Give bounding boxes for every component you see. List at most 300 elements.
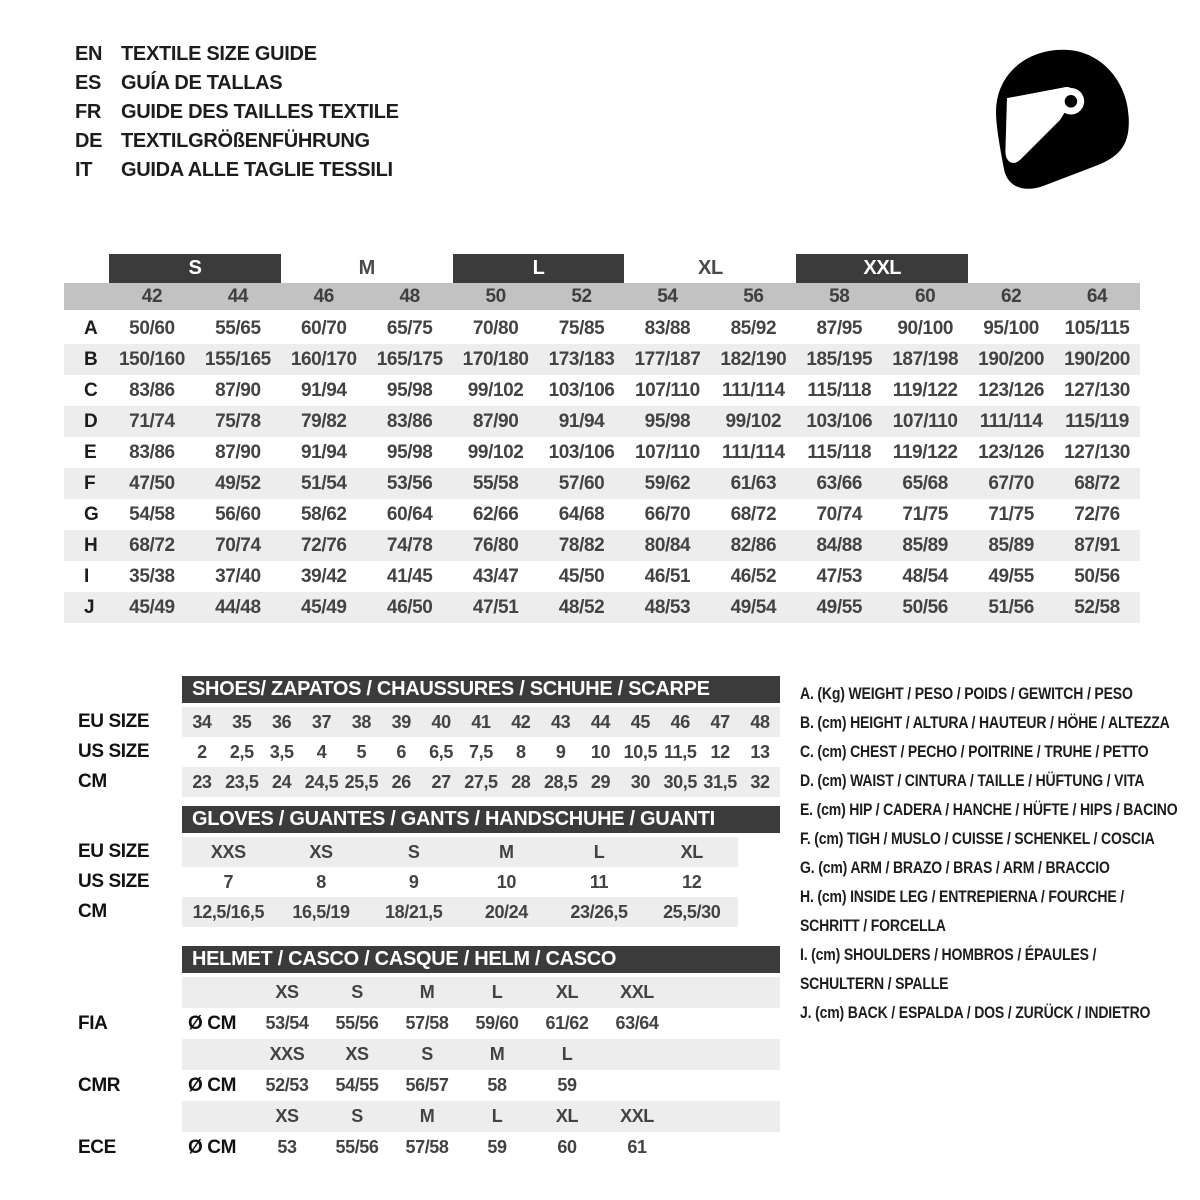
size-cell: 9 <box>555 741 566 762</box>
size-cell: 7,5 <box>469 741 493 762</box>
size-cell: 12 <box>710 741 730 762</box>
size-cell: 11,5 <box>664 741 697 762</box>
measurement-cell: 74/78 <box>386 534 433 556</box>
measurement-cell: 84/88 <box>816 534 863 556</box>
legend-item <box>800 825 1157 854</box>
measurement-cell: 53/56 <box>386 472 433 494</box>
size-number-cell: 56 <box>743 285 764 307</box>
measurement-cell: 55/65 <box>215 317 261 339</box>
shoes-size-table <box>64 676 780 797</box>
size-cell: 9 <box>408 871 419 892</box>
helmet-size-cell: M <box>489 1044 505 1064</box>
size-cell: 37 <box>311 711 332 732</box>
size-cell: 47 <box>710 711 730 732</box>
size-cell: 10 <box>590 741 611 762</box>
language-code: EN <box>75 43 103 65</box>
size-cell: 25,5/30 <box>663 901 721 922</box>
measurement-cell: 111/114 <box>721 441 785 463</box>
measurement-cell: 90/100 <box>897 317 954 339</box>
measurement-cell: 91/94 <box>301 441 347 463</box>
measurement-cell: 87/90 <box>215 379 261 401</box>
helmet-size-cell: L <box>491 982 503 1002</box>
language-row <box>75 40 399 69</box>
measurement-row <box>64 561 1140 592</box>
measurement-cell: 95/98 <box>386 441 433 463</box>
size-system-label: CM <box>78 771 107 792</box>
measurement-letter: C <box>84 379 98 401</box>
size-cell: 23 <box>192 771 212 792</box>
helmet-size-cell: XXL <box>620 1106 654 1126</box>
size-cell: 6 <box>396 741 407 762</box>
measurement-cell: 68/72 <box>730 503 777 525</box>
measurement-cell: 48/54 <box>902 565 948 587</box>
size-cell: 30 <box>630 771 650 792</box>
helmet-value-cell: 61/62 <box>545 1013 589 1033</box>
size-cell: 10 <box>496 871 516 892</box>
language-row <box>75 156 399 185</box>
measurement-cell: 85/92 <box>730 317 777 339</box>
size-cell: 24,5 <box>304 771 339 792</box>
size-cell: 23,5 <box>225 771 259 792</box>
size-group-m: M <box>358 257 375 279</box>
helmet-value-cell: 63/64 <box>615 1013 659 1033</box>
helmet-size-cell: XS <box>275 1106 299 1126</box>
measurement-cell: 45/49 <box>301 596 347 618</box>
size-cell: 8 <box>515 741 526 762</box>
measurement-cell: 99/102 <box>725 410 782 432</box>
measurement-letter: D <box>84 410 98 432</box>
size-cell: 48 <box>750 711 770 732</box>
measurement-cell: 87/90 <box>215 441 261 463</box>
diameter-cm-label: Ø CM <box>188 1012 237 1034</box>
measurement-row <box>64 375 1140 406</box>
measurement-cell: 91/94 <box>301 379 347 401</box>
measurement-cell: 47/51 <box>472 596 519 618</box>
measurement-cell: 95/100 <box>983 317 1039 339</box>
measurement-cell: 83/86 <box>129 379 175 401</box>
measurement-cell: 43/47 <box>472 565 519 587</box>
helmet-size-row <box>64 1039 780 1070</box>
size-cell: 39 <box>391 711 411 732</box>
measurement-cell: 50/60 <box>129 317 175 339</box>
measurement-cell: 51/56 <box>988 596 1034 618</box>
measurement-cell: 160/170 <box>290 348 357 370</box>
measurement-row <box>64 592 1140 623</box>
measurement-cell: 85/89 <box>902 534 948 556</box>
helmet-sizes-band <box>182 1039 780 1070</box>
measurement-row <box>64 468 1140 499</box>
legend-line: J. (cm) BACK / ESPALDA / DOS / ZURÜCK / INDIETRO <box>800 1004 1151 1022</box>
language-row <box>75 98 399 127</box>
helmet-values-band <box>182 1008 780 1039</box>
helmet-size-cell: L <box>561 1044 573 1064</box>
standard-label-spacer <box>64 977 182 1008</box>
helmet-size-cell: XS <box>275 982 299 1002</box>
measurement-cell: 50/56 <box>902 596 948 618</box>
legend-item <box>800 767 1157 796</box>
measurement-cell: 51/54 <box>301 472 347 494</box>
measurement-cell: 52/58 <box>1074 596 1120 618</box>
racing-helmet-graphic <box>982 40 1138 200</box>
measurement-cell: 71/75 <box>902 503 948 525</box>
helmet-size-cell: M <box>419 982 435 1002</box>
size-cell: 11 <box>589 871 609 892</box>
helmet-value-cell: 57/58 <box>405 1013 449 1033</box>
helmet-size-cell: XXL <box>620 982 654 1002</box>
legend-line: D. (cm) WAIST / CINTURA / TAILLE / HÜFTUNG / VITA <box>800 772 1145 790</box>
legend-item <box>800 680 1157 709</box>
size-cell: 28,5 <box>543 771 578 792</box>
measurement-cell: 49/55 <box>816 596 863 618</box>
racing-helmet-icon <box>982 40 1138 200</box>
size-values <box>182 767 780 797</box>
size-cell: 34 <box>192 711 212 732</box>
size-cell: 24 <box>272 771 292 792</box>
language-row <box>75 69 399 98</box>
helmet-size-cell: S <box>421 1044 433 1064</box>
measurement-cell: 87/95 <box>816 317 863 339</box>
measurement-cell: 111/114 <box>979 410 1043 432</box>
measurement-cell: 119/122 <box>892 379 958 401</box>
measurement-letter: J <box>84 596 95 618</box>
measurement-cell: 170/180 <box>462 348 529 370</box>
helmet-value-cell: 60 <box>557 1137 577 1157</box>
measurement-letter: I <box>84 565 89 587</box>
measurement-cell: 49/52 <box>215 472 261 494</box>
guide-title: TEXTILE SIZE GUIDE <box>121 43 317 65</box>
size-number-cell: 44 <box>227 285 249 307</box>
size-cell: 45 <box>630 711 650 732</box>
measurement-cell: 107/110 <box>892 410 958 432</box>
measurement-cell: 165/175 <box>376 348 443 370</box>
measurement-cell: 127/130 <box>1064 379 1130 401</box>
size-cell: 29 <box>590 771 611 792</box>
helmet-values-band <box>182 1132 780 1163</box>
standard-label-spacer <box>64 1101 182 1132</box>
measurement-cell: 79/82 <box>301 410 347 432</box>
size-cell: 42 <box>511 711 531 732</box>
measurement-cell: 37/40 <box>215 565 261 587</box>
shoes-table-title: SHOES/ ZAPATOS / CHAUSSURES / SCHUHE / SCARPE <box>182 676 780 703</box>
textile-size-table <box>64 254 1140 623</box>
measurement-cell: 61/63 <box>730 472 777 494</box>
helmet-value-row <box>64 1070 780 1101</box>
legend-item <box>800 999 1157 1028</box>
measurement-cell: 115/118 <box>807 441 872 463</box>
helmet-value-cell: 59 <box>487 1137 507 1157</box>
size-group-spacer <box>64 254 109 283</box>
size-system-label: CM <box>78 901 107 922</box>
size-cell: L <box>593 841 605 862</box>
measurement-cell: 68/72 <box>1074 472 1120 494</box>
measurement-cell: 177/187 <box>634 348 701 370</box>
size-row <box>64 707 780 737</box>
size-row <box>64 897 780 927</box>
measurement-cell: 46/51 <box>644 565 691 587</box>
size-system-label: EU SIZE <box>78 841 150 862</box>
legend-line: SCHULTERN / SPALLE <box>800 975 949 993</box>
size-cell: 12 <box>682 871 702 892</box>
measurement-cell: 50/56 <box>1074 565 1120 587</box>
measurement-cell: 99/102 <box>467 379 524 401</box>
measurement-cell: 85/89 <box>988 534 1034 556</box>
helmet-sizes-band <box>182 1101 780 1132</box>
helmet-value-cell: 56/57 <box>405 1075 449 1095</box>
helmet-value-cell: 58 <box>487 1075 507 1095</box>
helmet-value-cell: 53/54 <box>265 1013 309 1033</box>
helmet-size-table <box>64 946 780 1163</box>
standard-label: FIA <box>78 1012 108 1034</box>
helmet-size-cell: XL <box>555 982 579 1002</box>
helmet-size-cell: M <box>419 1106 435 1126</box>
measurement-cell: 56/60 <box>215 503 261 525</box>
measurement-cell: 173/183 <box>548 348 615 370</box>
size-values <box>182 737 780 767</box>
measurement-cell: 105/115 <box>1064 317 1130 339</box>
guide-title: GUIDE DES TAILLES TEXTILE <box>121 101 399 123</box>
measurement-legend <box>800 680 1178 1028</box>
size-cell: 36 <box>272 711 292 732</box>
legend-line: I. (cm) SHOULDERS / HOMBROS / ÉPAULES / <box>800 946 1097 964</box>
size-cell: 4 <box>316 741 327 762</box>
measurement-cell: 70/80 <box>472 317 519 339</box>
measurement-cell: 45/50 <box>558 565 605 587</box>
helmet-size-row <box>64 1101 780 1132</box>
size-group-spacer <box>968 254 1054 283</box>
helmet-size-cell: L <box>491 1106 503 1126</box>
helmet-size-cell: XS <box>345 1044 369 1064</box>
size-cell: 26 <box>391 771 411 792</box>
size-cell: 25,5 <box>344 771 379 792</box>
legend-item <box>800 883 1157 941</box>
measurement-cell: 49/55 <box>988 565 1034 587</box>
size-cell: 28 <box>511 771 531 792</box>
language-title-list <box>75 40 399 185</box>
measurement-row <box>64 344 1140 375</box>
legend-item <box>800 854 1157 883</box>
size-values <box>182 897 738 927</box>
helmet-value-row <box>64 1008 780 1039</box>
size-cell: 46 <box>670 711 690 732</box>
measurement-letter: A <box>84 317 98 339</box>
size-values <box>182 867 738 897</box>
size-cell: 41 <box>471 711 491 732</box>
size-group-xl: XL <box>698 257 723 279</box>
gloves-size-table <box>64 806 780 927</box>
measurement-cell: 70/74 <box>816 503 863 525</box>
size-number-cell: 62 <box>1000 285 1022 307</box>
guide-title: GUÍA DE TALLAS <box>121 72 283 94</box>
size-number-cell: 48 <box>399 285 420 307</box>
shoes-table-rows <box>64 707 780 797</box>
language-code: DE <box>75 130 103 152</box>
size-values <box>182 707 780 737</box>
measurement-cell: 103/106 <box>806 410 873 432</box>
legend-line: A. (Kg) WEIGHT / PESO / POIDS / GEWITCH / PESO <box>800 685 1133 703</box>
measurement-cell: 115/119 <box>1065 410 1129 432</box>
measurement-cell: 95/98 <box>386 379 433 401</box>
measurement-cell: 75/78 <box>215 410 261 432</box>
measurement-cell: 71/75 <box>988 503 1034 525</box>
diameter-cm-label: Ø CM <box>188 1136 237 1158</box>
measurement-row <box>64 437 1140 468</box>
measurement-cell: 83/86 <box>129 441 175 463</box>
measurement-cell: 48/53 <box>644 596 691 618</box>
measurement-cell: 68/72 <box>129 534 175 556</box>
measurement-letter: F <box>84 472 96 494</box>
measurement-cell: 115/118 <box>807 379 872 401</box>
helmet-size-row <box>64 977 780 1008</box>
diameter-cm-label: Ø CM <box>188 1074 237 1096</box>
size-number-cell: 50 <box>485 285 506 307</box>
legend-item <box>800 796 1178 825</box>
measurement-cell: 57/60 <box>558 472 605 494</box>
size-number-cell: 52 <box>571 285 592 307</box>
size-cell: 23/26,5 <box>570 901 628 922</box>
legend-line: F. (cm) TIGH / MUSLO / CUISSE / SCHENKEL / COSCIA <box>800 830 1155 848</box>
size-cell: S <box>407 841 420 862</box>
size-group-l: L <box>453 254 625 283</box>
measurement-row <box>64 313 1140 344</box>
measurement-cell: 107/110 <box>635 441 700 463</box>
measurement-cell: 71/74 <box>129 410 175 432</box>
measurement-row <box>64 406 1140 437</box>
helmet-value-cell: 52/53 <box>265 1075 309 1095</box>
helmet-value-cell: 59 <box>557 1075 577 1095</box>
measurement-cell: 99/102 <box>467 441 524 463</box>
measurement-cell: 123/126 <box>978 379 1045 401</box>
helmet-values-band <box>182 1070 780 1101</box>
gloves-table-rows <box>64 837 780 927</box>
size-group-s: S <box>109 254 281 283</box>
measurement-cell: 185/195 <box>806 348 873 370</box>
measurement-cell: 119/122 <box>892 441 958 463</box>
measurement-cell: 46/50 <box>386 596 433 618</box>
measurement-cell: 87/91 <box>1074 534 1120 556</box>
measurement-cell: 82/86 <box>730 534 777 556</box>
size-cell: 2 <box>197 741 207 762</box>
size-row <box>64 867 780 897</box>
size-system-label: EU SIZE <box>78 711 150 732</box>
legend-line: C. (cm) CHEST / PECHO / POITRINE / TRUHE / PETTO <box>800 743 1149 761</box>
language-row <box>75 127 399 156</box>
helmet-value-cell: 61 <box>627 1137 647 1157</box>
measurement-cell: 155/165 <box>204 348 271 370</box>
measurement-cell: 44/48 <box>215 596 261 618</box>
size-number-cell: 42 <box>141 285 163 307</box>
measurement-letter: H <box>84 534 98 556</box>
size-row <box>64 767 780 797</box>
helmet-value-cell: 55/56 <box>335 1137 379 1157</box>
measurement-cell: 66/70 <box>644 503 691 525</box>
measurement-cell: 78/82 <box>558 534 605 556</box>
size-values <box>182 837 738 867</box>
size-cell: 12,5/16,5 <box>192 901 265 922</box>
standard-label: CMR <box>78 1074 121 1096</box>
helmet-table-title: HELMET / CASCO / CASQUE / HELM / CASCO <box>182 946 780 973</box>
legend-item <box>800 941 1157 999</box>
size-number-cell: 58 <box>829 285 850 307</box>
measurement-cell: 54/58 <box>129 503 175 525</box>
helmet-value-cell: 54/55 <box>335 1075 379 1095</box>
measurement-cell: 91/94 <box>558 410 605 432</box>
measurement-cell: 182/190 <box>720 348 787 370</box>
measurement-cell: 107/110 <box>635 379 700 401</box>
size-group-row <box>64 254 1140 283</box>
gloves-table-title: GLOVES / GUANTES / GANTS / HANDSCHUHE / GUANTI <box>182 806 780 833</box>
size-cell: XL <box>680 841 703 862</box>
measurement-row <box>64 530 1140 561</box>
measurement-cell: 39/42 <box>301 565 347 587</box>
size-cell: 40 <box>431 711 451 732</box>
measurement-cell: 80/84 <box>644 534 691 556</box>
measurement-cell: 83/88 <box>644 317 691 339</box>
size-row <box>64 737 780 767</box>
measurement-cell: 63/66 <box>816 472 863 494</box>
measurement-cell: 190/200 <box>1064 348 1130 370</box>
measurement-cell: 150/160 <box>119 348 185 370</box>
legend-line: G. (cm) ARM / BRAZO / BRAS / ARM / BRACCIO <box>800 859 1110 877</box>
measurement-cell: 45/49 <box>129 596 175 618</box>
measurement-cell: 123/126 <box>978 441 1045 463</box>
measurement-cell: 62/66 <box>472 503 519 525</box>
measurement-letter: B <box>84 348 98 370</box>
size-cell: 16,5/19 <box>292 901 350 922</box>
measurement-cell: 95/98 <box>644 410 691 432</box>
measurement-cell: 127/130 <box>1064 441 1130 463</box>
measurement-cell: 46/52 <box>730 565 777 587</box>
legend-line: SCHRITT / FORCELLA <box>800 917 946 935</box>
size-cell: 13 <box>750 741 770 762</box>
size-cell: 10,5 <box>623 741 658 762</box>
size-system-label: US SIZE <box>78 871 150 892</box>
helmet-value-cell: 57/58 <box>405 1137 449 1157</box>
size-cell: 5 <box>356 741 367 762</box>
size-cell: 20/24 <box>484 901 528 922</box>
measurement-cell: 190/200 <box>978 348 1045 370</box>
size-number-row <box>64 283 1140 310</box>
helmet-size-cell: S <box>351 1106 363 1126</box>
size-cell: XS <box>309 841 333 862</box>
size-cell: 38 <box>351 711 371 732</box>
helmet-size-cell: XXS <box>269 1044 305 1064</box>
size-system-label: US SIZE <box>78 741 150 762</box>
measurement-cell: 187/198 <box>892 348 959 370</box>
measurement-cell: 65/68 <box>902 472 948 494</box>
measurement-cell: 65/75 <box>386 317 433 339</box>
guide-title: GUIDA ALLE TAGLIE TESSILI <box>121 159 393 181</box>
size-cell: 3,5 <box>269 741 294 762</box>
measurement-cell: 83/86 <box>386 410 433 432</box>
size-number-cell: 64 <box>1086 285 1108 307</box>
guide-title: TEXTILGRÖßENFÜHRUNG <box>121 130 370 152</box>
helmet-value-cell: 55/56 <box>335 1013 379 1033</box>
measurement-cell: 60/70 <box>301 317 347 339</box>
helmet-value-cell: 53 <box>277 1137 297 1157</box>
size-number-cell: 46 <box>313 285 334 307</box>
legend-line: H. (cm) INSIDE LEG / ENTREPIERNA / FOURCHE / <box>800 888 1124 906</box>
size-row <box>64 837 780 867</box>
measurement-cell: 55/58 <box>472 472 519 494</box>
legend-item <box>800 738 1157 767</box>
size-cell: 18/21,5 <box>385 901 443 922</box>
measurement-cell: 103/106 <box>548 379 615 401</box>
legend-line: E. (cm) HIP / CADERA / HANCHE / HÜFTE / HIPS / BACINO <box>800 801 1178 819</box>
measurement-cell: 48/52 <box>558 596 605 618</box>
size-group-xxl: XXL <box>796 254 968 283</box>
measurement-cell: 35/38 <box>129 565 175 587</box>
language-code: FR <box>75 101 102 123</box>
